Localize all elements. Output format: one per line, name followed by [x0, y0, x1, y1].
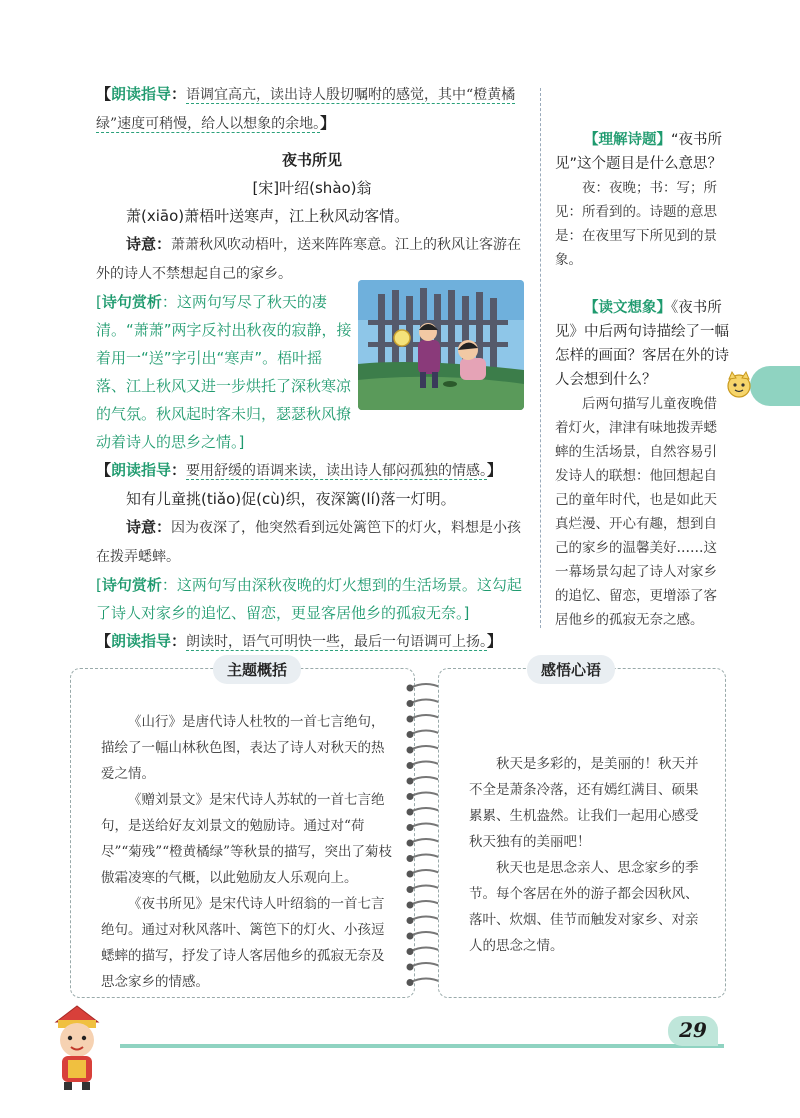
summary-paragraph: 《夜书所见》是宋代诗人叶绍翁的一首七言绝句。通过对秋风落叶、篱笆下的灯火、小孩逗蟋蟀的描写，抒发了诗人客居他乡的孤寂无奈及思念家乡的情感。	[101, 896, 385, 990]
poem-meaning-1: 诗意：萧萧秋风吹动梧叶，送来阵阵寒意。江上的秋风让客游在外的诗人不禁想起自己的家乡。	[96, 235, 522, 282]
theme-summary-body	[101, 709, 396, 995]
column-divider	[540, 88, 541, 628]
poem-line-1: 萧(xiāo)萧梧叶送寒声，江上秋风动客情。	[126, 207, 410, 225]
reflection-card	[438, 661, 726, 998]
page-number: 29	[679, 1018, 707, 1042]
summary-paragraph: 《山行》是唐代诗人杜牧的一首七言绝句，描绘了一幅山林秋色图，表达了诗人对秋天的热爱之情。	[101, 714, 385, 782]
reflection-body	[469, 751, 707, 959]
night-cricket-illustration	[358, 280, 524, 410]
appreciation-1: [诗句赏析：这两句写尽了秋天的凄清。“萧萧”两字反衬出秋夜的寂静，接着用一“送”字引出“寒声”。梧叶摇落、江上秋风又进一步烘托了深秋寒凉的气氛。秋风起时客未归，瑟瑟秋风撩动着诗人的思乡之情。]	[96, 293, 352, 451]
poem-line-2: 知有儿童挑(tiǎo)促(cù)织，夜深篱(lí)落一灯明。	[126, 490, 456, 508]
edge-tab	[750, 366, 800, 406]
poem-meaning-2: 诗意：因为夜深了，他突然看到远处篱笆下的灯火，料想是小孩在拨弄蟋蟀。	[96, 518, 522, 565]
poem-author: [宋]叶绍(shào)翁	[252, 179, 372, 197]
theme-summary-card	[70, 661, 415, 998]
poem-title: 夜书所见	[281, 151, 342, 169]
side-notes	[555, 128, 730, 632]
reading-guide-3: 【朗读指导：朗读时，语气可明快一些，最后一句语调可上扬。】	[96, 632, 503, 650]
question-understand-title: 【理解诗题】“夜书所见”这个题目是什么意思？	[555, 132, 723, 172]
reading-guide-1: 【朗读指导：语调宜高亢，读出诗人殷切嘱咐的感觉，其中“橙黄橘绿”速度可稍慢，给人以想象的余地。】	[96, 85, 516, 132]
reading-guide-2: 【朗读指导：要用舒缓的语调来读，读出诗人郁闷孤独的情感。】	[96, 461, 503, 479]
theme-summary-title: 主题概括	[213, 655, 301, 684]
question-imagine: 【读文想象】《夜书所见》中后两句诗描绘了一幅怎样的画面？客居在外的诗人会想到什么？	[555, 300, 729, 388]
cartoon-face-icon	[724, 370, 754, 400]
summary-paragraph: 《赠刘景文》是宋代诗人苏轼的一首七言绝句，是送给好友刘景文的勉励诗。通过对“荷尽”“菊残”“橙黄橘绿”等秋景的描写，突出了菊枝傲霜凌寒的气概，以此勉励友人乐观向上。	[101, 792, 393, 886]
answer-understand-title: 夜：夜晚；书：写；所见：所看到的。诗题的意思是：在夜里写下所见到的景象。	[555, 180, 717, 268]
reflection-title: 感悟心语	[527, 655, 615, 684]
answer-imagine: 后两句描写儿童夜晚借着灯火，津津有味地拨弄蟋蟀的生活场景，自然容易引发诗人的联想：他回想起自己的童年时代，也是如此天真烂漫、开心有趣，想到自己的家乡的温馨美好……这一幕场景勾起了诗人对家乡的追忆、留恋，更增添了客居他乡的孤寂无奈之感。	[555, 396, 717, 628]
appreciation-2: [诗句赏析：这两句写由深秋夜晚的灯火想到的生活场景。这勾起了诗人对家乡的追忆、留恋，更显客居他乡的孤寂无奈。]	[96, 576, 522, 622]
reflection-paragraph: 秋天是多彩的，是美丽的！秋天并不全是萧条冷落，还有嫣红满目、硕果累累、生机盎然。让我们一起用心感受秋天独有的美丽吧！	[469, 756, 699, 850]
mascot-illustration	[42, 1000, 112, 1092]
reflection-paragraph: 秋天也是思念亲人、思念家乡的季节。每个客居在外的游子都会因秋风、落叶、炊烟、佳节而触发对家乡、对亲人的思念之情。	[469, 860, 699, 954]
footer-bar	[120, 1044, 724, 1048]
